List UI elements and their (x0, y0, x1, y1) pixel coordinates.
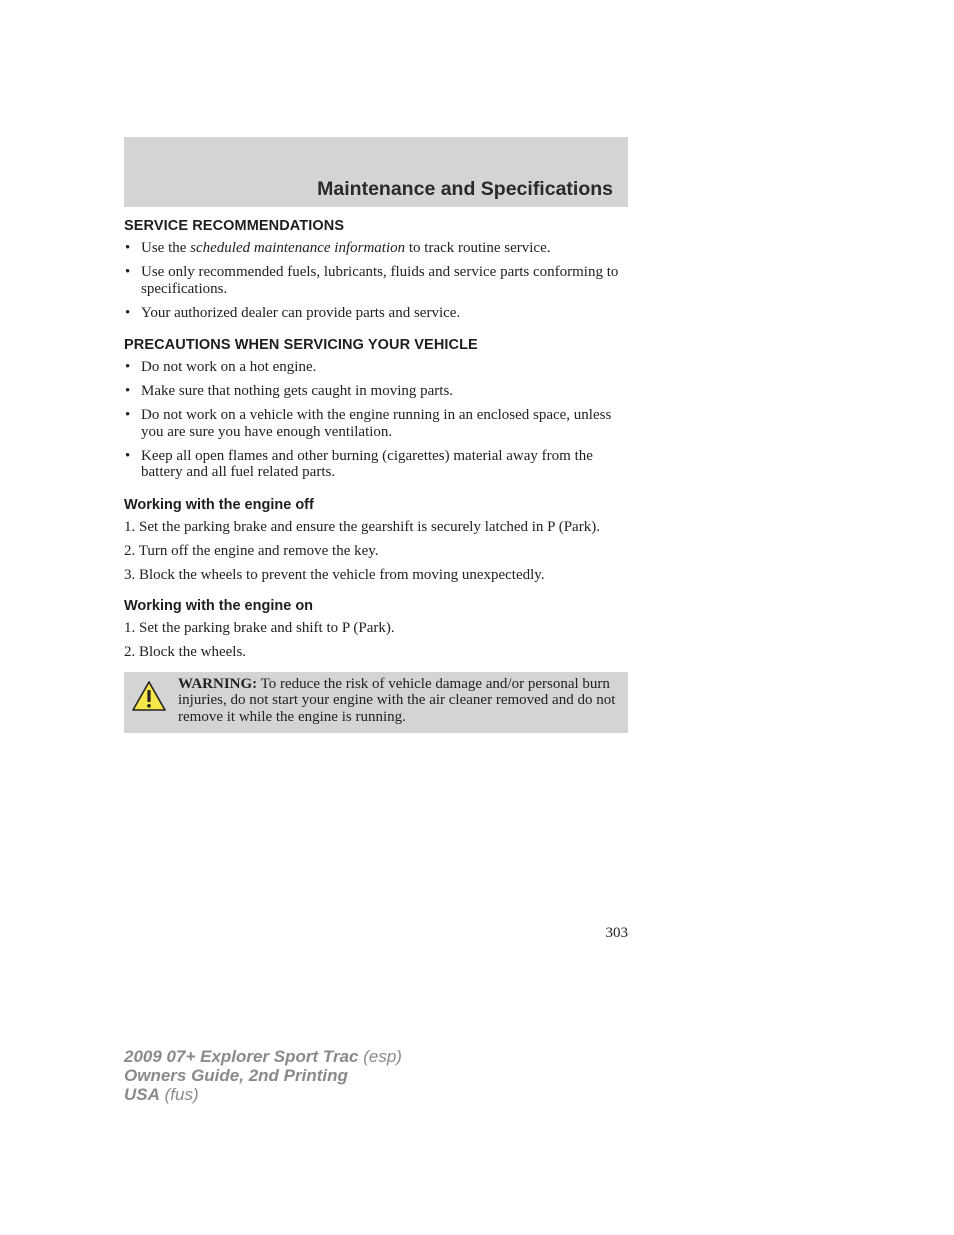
service-recommendations-heading: SERVICE RECOMMENDATIONS (124, 218, 345, 234)
footer-line-1: 2009 07+ Explorer Sport Trac (esp) (124, 1047, 402, 1066)
engine-on-heading: Working with the engine on (124, 598, 314, 614)
bullet-icon: • (125, 407, 131, 423)
list-item: • Do not work on a hot engine. (125, 359, 317, 375)
section-title: Maintenance and Specifications (317, 178, 613, 200)
list-item: • Do not work on a vehicle with the engine running in an enclosed space, unless you are sure you have enough ventilation. (125, 407, 612, 440)
list-item: • Keep all open flames and other burning (cigarettes) material away from the battery and all fuel related parts. (125, 447, 593, 480)
list-item: • Your authorized dealer can provide parts and service. (125, 304, 461, 321)
bullet-icon: • (125, 304, 131, 321)
list-item: • Make sure that nothing gets caught in moving parts. (125, 383, 454, 399)
list-item: • Use only recommended fuels, lubricants, fluids and service parts conforming to specifications. (125, 264, 619, 297)
warning-label: WARNING: (178, 675, 258, 692)
step-item: 3. Block the wheels to prevent the vehicle from moving unexpectedly. (124, 566, 545, 583)
engine-off-heading: Working with the engine off (124, 496, 314, 513)
step-item: 1. Set the parking brake and shift to P (Park). (124, 620, 395, 636)
list-item: • Use the scheduled maintenance information to track routine service. (125, 240, 551, 256)
step-item: 1. Set the parking brake and ensure the gearshift is securely latched in P (Park). (124, 518, 600, 535)
bullet-icon: • (125, 447, 131, 464)
bullet-icon: • (125, 359, 131, 375)
service-recommendations-list (124, 240, 628, 321)
precautions-heading: PRECAUTIONS WHEN SERVICING YOUR VEHICLE (124, 337, 478, 353)
engine-on-steps (124, 620, 628, 661)
page-content (124, 218, 628, 733)
warning-text: To reduce the risk of vehicle damage and/or personal burn injuries, do not start your engine with the air cleaner removed and do not remove it while the engine is running. (178, 675, 616, 725)
footer-line-3: USA (fus) (124, 1085, 199, 1104)
precautions-list (124, 359, 628, 481)
step-item: 2. Turn off the engine and remove the key. (124, 542, 379, 559)
bullet-icon: • (125, 264, 131, 280)
document-footer (124, 1047, 402, 1104)
warning-triangle-icon (131, 680, 167, 712)
step-item: 2. Block the wheels. (124, 644, 247, 660)
bullet-icon: • (125, 240, 131, 256)
bullet-icon: • (125, 383, 131, 399)
footer-line-2: Owners Guide, 2nd Printing (124, 1066, 348, 1085)
page-number: 303 (605, 925, 628, 941)
warning-box (124, 672, 628, 734)
engine-off-steps (124, 519, 628, 584)
section-header-band (124, 137, 628, 207)
